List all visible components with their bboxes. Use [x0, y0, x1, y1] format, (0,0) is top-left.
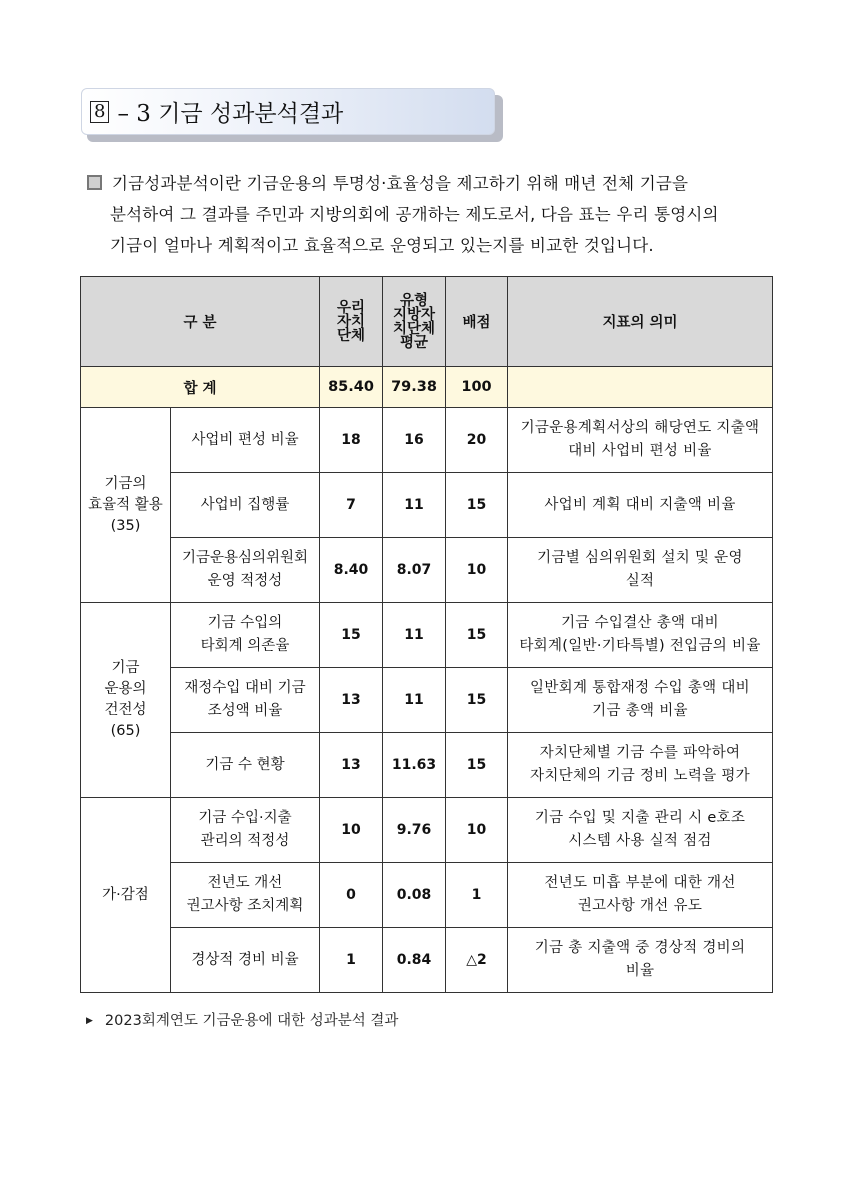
header-avg-l1: 유형 [399, 292, 428, 309]
meaning-cell [508, 863, 773, 928]
table-row [81, 668, 773, 733]
item-line: 관리의 적정성 [200, 833, 290, 849]
meaning-line: 기금별 심의위원회 설치 및 운영 [537, 550, 743, 566]
meaning-line: 기금운용계획서상의 해당연도 지출액 [520, 420, 760, 436]
item-line: 재정수입 대비 기금 [184, 680, 306, 696]
ours-value: 1 [320, 928, 383, 993]
ours-value: 18 [320, 408, 383, 473]
avg-value: 16 [383, 408, 446, 473]
ours-value: 15 [320, 603, 383, 668]
intro-paragraph [87, 168, 772, 261]
meaning-line: 시스템 사용 실적 점검 [568, 833, 712, 849]
avg-value: 8.07 [383, 538, 446, 603]
score-value: 20 [446, 408, 508, 473]
item-cell [171, 473, 320, 538]
intro-text-2: 분석하여 그 결과를 주민과 지방의회에 공개하는 제도로서, 다음 표는 우리 통영시의 [110, 205, 719, 224]
meaning-line: 권고사항 개선 유도 [577, 898, 703, 914]
table-header-row [81, 277, 773, 367]
meaning-cell [508, 733, 773, 798]
meaning-line: 기금 총 지출액 중 경상적 경비의 [534, 940, 746, 956]
avg-value: 9.76 [383, 798, 446, 863]
meaning-line: 실적 [625, 573, 655, 589]
item-line: 기금 수 현황 [205, 756, 285, 773]
table-row [81, 798, 773, 863]
fund-performance-table [80, 276, 773, 993]
header-meaning: 지표의 의미 [508, 277, 773, 367]
group-label-adjustment [81, 798, 171, 993]
item-cell [171, 668, 320, 733]
footnote-text: 2023회계연도 기금운용에 대한 성과분석 결과 [104, 1013, 399, 1029]
total-score: 100 [446, 367, 508, 408]
item-line: 전년도 개선 [207, 875, 283, 891]
item-line: 경상적 경비 비율 [191, 951, 299, 968]
header-average [383, 277, 446, 367]
table-row [81, 473, 773, 538]
meaning-line: 비율 [625, 963, 655, 979]
total-avg: 79.38 [383, 367, 446, 408]
score-value: △2 [446, 928, 508, 993]
ours-value: 7 [320, 473, 383, 538]
meaning-line: 기금 수입 및 지출 관리 시 e호조 [534, 810, 746, 826]
meaning-cell [508, 603, 773, 668]
item-cell [171, 408, 320, 473]
header-score: 배점 [446, 277, 508, 367]
table-row [81, 408, 773, 473]
score-value: 15 [446, 668, 508, 733]
table-row [81, 928, 773, 993]
group-label-line: 효율적 활용 [88, 496, 163, 513]
meaning-cell [508, 408, 773, 473]
item-cell [171, 733, 320, 798]
item-cell [171, 928, 320, 993]
ours-value: 13 [320, 733, 383, 798]
intro-text-3: 기금이 얼마나 계획적이고 효율적으로 운영되고 있는지를 비교한 것입니다. [110, 236, 654, 255]
score-value: 1 [446, 863, 508, 928]
score-value: 15 [446, 603, 508, 668]
group-label-efficiency [81, 408, 171, 603]
triangle-bullet-icon: ▶ [86, 1016, 93, 1026]
avg-value: 0.84 [383, 928, 446, 993]
square-bullet-icon [87, 175, 102, 190]
meaning-line: 기금 수입결산 총액 대비 [561, 615, 719, 631]
meaning-line: 사업비 계획 대비 지출액 비율 [544, 496, 736, 513]
item-line: 타회계 의존율 [200, 638, 290, 654]
header-category: 구 분 [81, 277, 320, 367]
footnote [86, 1009, 398, 1030]
group-label-line: 기금의 [104, 475, 147, 492]
table-row [81, 733, 773, 798]
score-value: 15 [446, 733, 508, 798]
group-label-line: 기금 [111, 660, 140, 676]
total-meaning [508, 367, 773, 408]
meaning-line: 기금 총액 비율 [592, 703, 688, 719]
avg-value: 11.63 [383, 733, 446, 798]
section-number: 8 [90, 101, 109, 123]
header-ours-l1: 우리 [336, 299, 365, 316]
meaning-line: 전년도 미흡 부분에 대한 개선 [544, 875, 736, 891]
group-label-line: 운용의 [104, 681, 147, 697]
ours-value: 10 [320, 798, 383, 863]
item-line: 기금 수입의 [207, 615, 283, 631]
item-cell [171, 798, 320, 863]
meaning-cell [508, 928, 773, 993]
intro-text-1: 기금성과분석이란 기금운용의 투명성·효율성을 제고하기 위해 매년 전체 기금을 [112, 174, 689, 193]
item-line: 사업비 편성 비율 [191, 431, 299, 448]
meaning-line: 일반회계 통합재정 수입 총액 대비 [530, 680, 750, 696]
item-line: 운영 적정성 [207, 573, 283, 589]
group-label-line: (35) [110, 517, 141, 534]
meaning-cell [508, 473, 773, 538]
score-value: 10 [446, 798, 508, 863]
section-title-text: – 3 기금 성과분석결과 [117, 101, 344, 127]
item-line: 조성액 비율 [207, 703, 283, 719]
meaning-cell [508, 668, 773, 733]
total-label: 합 계 [81, 367, 320, 408]
ours-value: 13 [320, 668, 383, 733]
table-row [81, 603, 773, 668]
avg-value: 0.08 [383, 863, 446, 928]
meaning-cell [508, 798, 773, 863]
score-value: 15 [446, 473, 508, 538]
meaning-line: 타회계(일반·기타특별) 전입금의 비율 [519, 638, 761, 654]
header-avg-l2: 지방자 [392, 306, 436, 323]
item-cell [171, 863, 320, 928]
meaning-line: 자치단체별 기금 수를 파악하여 [539, 745, 741, 761]
ours-value: 0 [320, 863, 383, 928]
header-ours [320, 277, 383, 367]
intro-line-1 [87, 168, 772, 199]
item-cell [171, 538, 320, 603]
item-line: 권고사항 조치계획 [186, 898, 304, 914]
avg-value: 11 [383, 668, 446, 733]
meaning-cell [508, 538, 773, 603]
header-ours-l3: 단체 [336, 327, 365, 344]
group-label-line: 가·감점 [102, 886, 149, 903]
item-line: 기금운용심의위원회 [181, 550, 309, 566]
meaning-line: 자치단체의 기금 정비 노력을 평가 [530, 768, 750, 784]
avg-value: 11 [383, 473, 446, 538]
total-row [81, 367, 773, 408]
score-value: 10 [446, 538, 508, 603]
header-ours-l2: 자치 [336, 313, 365, 330]
item-cell [171, 603, 320, 668]
item-line: 사업비 집행률 [200, 496, 290, 513]
avg-value: 11 [383, 603, 446, 668]
group-label-line: 건전성 [104, 702, 147, 718]
group-label-soundness [81, 603, 171, 798]
total-ours: 85.40 [320, 367, 383, 408]
section-title [81, 88, 495, 135]
header-avg-l3: 치단체 [392, 320, 436, 337]
item-line: 기금 수입·지출 [198, 810, 292, 826]
group-label-line: (65) [110, 723, 141, 739]
table-row [81, 538, 773, 603]
ours-value: 8.40 [320, 538, 383, 603]
meaning-line: 대비 사업비 편성 비율 [568, 443, 712, 459]
header-avg-l4: 평균 [399, 334, 428, 351]
table-row [81, 863, 773, 928]
